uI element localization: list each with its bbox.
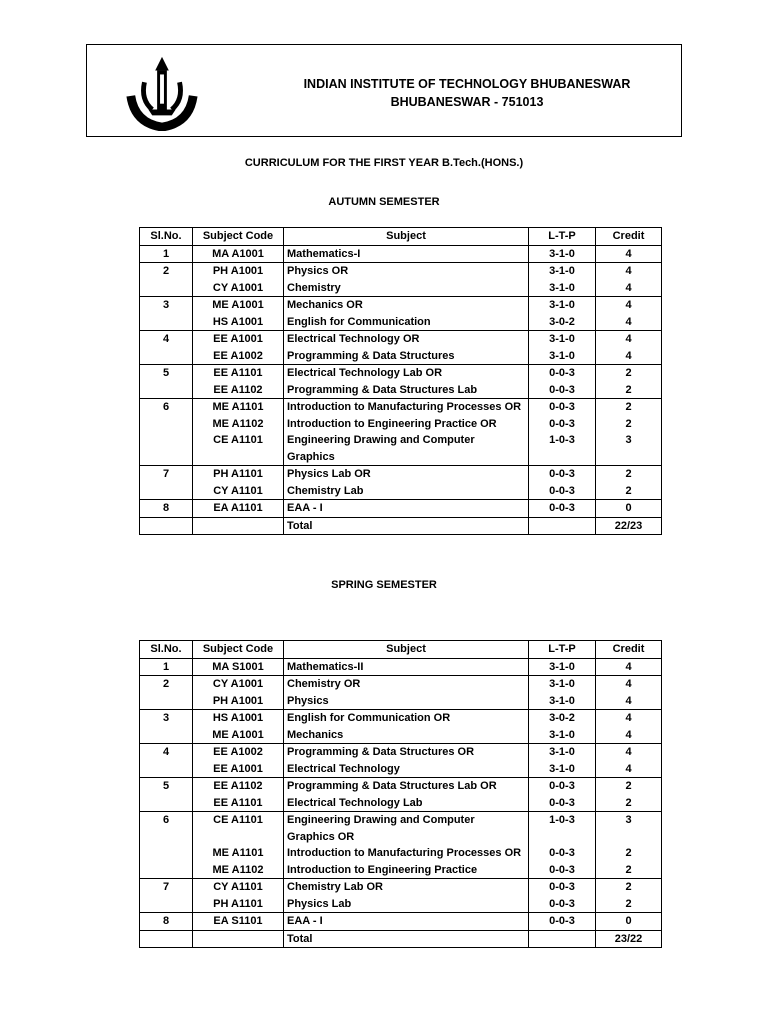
ltp-cell: 0-0-3 xyxy=(529,365,596,382)
serial-number-cell: 8 xyxy=(140,500,193,518)
subject-cell: Programming & Data Structures Lab xyxy=(284,382,529,399)
subject-code-cell: MA S1001 xyxy=(193,658,284,676)
serial-number-cell: 3 xyxy=(140,297,193,314)
ltp-cell: 3-0-2 xyxy=(529,314,596,331)
subject-code-cell: ME A1101 xyxy=(193,399,284,416)
subject-cell: Introduction to Manufacturing Processes OR xyxy=(284,845,529,862)
table-row xyxy=(140,466,662,483)
col-header-credit: Credit xyxy=(596,228,662,246)
subject-cell: Electrical Technology Lab OR xyxy=(284,365,529,382)
table-row xyxy=(140,483,662,500)
total-empty-cell xyxy=(140,517,193,535)
ltp-cell: 3-1-0 xyxy=(529,263,596,280)
total-label: Total xyxy=(284,930,529,948)
institute-address: BHUBANESWAR - 751013 xyxy=(390,95,544,109)
ltp-cell: 0-0-3 xyxy=(529,913,596,931)
table-row xyxy=(140,263,662,280)
credit-cell: 4 xyxy=(596,658,662,676)
ltp-cell: 0-0-3 xyxy=(529,795,596,812)
serial-number-cell xyxy=(140,845,193,862)
table-row xyxy=(140,416,662,433)
serial-number-cell xyxy=(140,432,193,466)
total-credit: 23/22 xyxy=(596,930,662,948)
credit-cell: 4 xyxy=(596,280,662,297)
table-row xyxy=(140,331,662,348)
subject-code-cell: PH A1101 xyxy=(193,466,284,483)
col-header-slno: Sl.No. xyxy=(140,641,193,659)
serial-number-cell: 6 xyxy=(140,399,193,416)
table-header-row xyxy=(140,641,662,659)
serial-number-cell: 3 xyxy=(140,710,193,727)
subject-code-cell: MA A1001 xyxy=(193,245,284,263)
ltp-cell: 3-1-0 xyxy=(529,693,596,710)
subject-cell: Electrical Technology OR xyxy=(284,331,529,348)
ltp-cell: 3-1-0 xyxy=(529,297,596,314)
serial-number-cell: 2 xyxy=(140,676,193,693)
spring-semester-title: SPRING SEMESTER xyxy=(331,579,437,591)
table-row xyxy=(140,761,662,778)
course-group xyxy=(140,710,662,744)
serial-number-cell xyxy=(140,896,193,913)
course-group xyxy=(140,676,662,710)
ltp-cell: 0-0-3 xyxy=(529,862,596,879)
serial-number-cell xyxy=(140,382,193,399)
table-row xyxy=(140,744,662,761)
table-row xyxy=(140,280,662,297)
credit-cell: 2 xyxy=(596,399,662,416)
table-row xyxy=(140,314,662,331)
table-row xyxy=(140,245,662,263)
credit-cell: 2 xyxy=(596,896,662,913)
credit-cell: 4 xyxy=(596,263,662,280)
credit-cell: 2 xyxy=(596,778,662,795)
table-row xyxy=(140,862,662,879)
ltp-cell: 3-1-0 xyxy=(529,331,596,348)
credit-cell: 4 xyxy=(596,331,662,348)
subject-code-cell: CY A1001 xyxy=(193,280,284,297)
table-header-row xyxy=(140,228,662,246)
credit-cell: 3 xyxy=(596,432,662,466)
serial-number-cell xyxy=(140,795,193,812)
subject-cell: English for Communication OR xyxy=(284,710,529,727)
ltp-cell: 3-1-0 xyxy=(529,744,596,761)
ltp-cell: 0-0-3 xyxy=(529,845,596,862)
course-group xyxy=(140,879,662,913)
credit-cell: 2 xyxy=(596,845,662,862)
subject-code-cell: EE A1002 xyxy=(193,348,284,365)
table-row xyxy=(140,676,662,693)
institute-name: INDIAN INSTITUTE OF TECHNOLOGY BHUBANESWAR xyxy=(303,77,631,91)
credit-cell: 2 xyxy=(596,483,662,500)
serial-number-cell xyxy=(140,761,193,778)
serial-number-cell: 7 xyxy=(140,879,193,896)
subject-code-cell: EE A1001 xyxy=(193,331,284,348)
col-header-subject: Subject xyxy=(284,228,529,246)
table-row xyxy=(140,500,662,518)
subject-cell: Physics xyxy=(284,693,529,710)
subject-code-cell: PH A1101 xyxy=(193,896,284,913)
table-row xyxy=(140,693,662,710)
table-row xyxy=(140,896,662,913)
course-group xyxy=(140,399,662,466)
subject-code-cell: EE A1101 xyxy=(193,795,284,812)
subject-cell: EAA - I xyxy=(284,913,529,931)
subject-code-cell: HS A1001 xyxy=(193,710,284,727)
ltp-cell: 3-1-0 xyxy=(529,348,596,365)
table-row xyxy=(140,727,662,744)
ltp-cell: 0-0-3 xyxy=(529,778,596,795)
col-header-ltp: L-T-P xyxy=(529,228,596,246)
course-group xyxy=(140,913,662,931)
total-group xyxy=(140,930,662,948)
ltp-cell: 0-0-3 xyxy=(529,879,596,896)
credit-cell: 2 xyxy=(596,382,662,399)
course-group xyxy=(140,466,662,500)
serial-number-cell xyxy=(140,348,193,365)
table-row xyxy=(140,778,662,795)
total-row xyxy=(140,517,662,535)
table-row xyxy=(140,399,662,416)
serial-number-cell xyxy=(140,314,193,331)
credit-cell: 4 xyxy=(596,314,662,331)
total-empty-cell xyxy=(529,517,596,535)
subject-code-cell: CY A1101 xyxy=(193,879,284,896)
serial-number-cell xyxy=(140,862,193,879)
table-row xyxy=(140,365,662,382)
ltp-cell: 3-1-0 xyxy=(529,245,596,263)
col-header-subject: Subject xyxy=(284,641,529,659)
subject-code-cell: EE A1002 xyxy=(193,744,284,761)
credit-cell: 2 xyxy=(596,416,662,433)
total-empty-cell xyxy=(193,930,284,948)
ltp-cell: 1-0-3 xyxy=(529,812,596,846)
credit-cell: 4 xyxy=(596,744,662,761)
subject-cell: Electrical Technology Lab xyxy=(284,795,529,812)
subject-cell: Mechanics xyxy=(284,727,529,744)
subject-cell: Introduction to Engineering Practice OR xyxy=(284,416,529,433)
subject-code-cell: CY A1001 xyxy=(193,676,284,693)
ltp-cell: 3-1-0 xyxy=(529,676,596,693)
autumn-semester-title: AUTUMN SEMESTER xyxy=(328,196,440,208)
subject-cell: Programming & Data Structures OR xyxy=(284,744,529,761)
serial-number-cell: 4 xyxy=(140,744,193,761)
subject-code-cell: ME A1102 xyxy=(193,862,284,879)
serial-number-cell: 1 xyxy=(140,245,193,263)
institute-title xyxy=(287,75,647,111)
subject-code-cell: CE A1101 xyxy=(193,812,284,846)
ltp-cell: 0-0-3 xyxy=(529,466,596,483)
subject-code-cell: ME A1001 xyxy=(193,297,284,314)
ltp-cell: 0-0-3 xyxy=(529,500,596,518)
institute-logo-icon xyxy=(123,53,201,131)
course-group xyxy=(140,245,662,263)
subject-cell: Chemistry OR xyxy=(284,676,529,693)
ltp-cell: 3-1-0 xyxy=(529,280,596,297)
subject-cell: Mathematics-I xyxy=(284,245,529,263)
total-label: Total xyxy=(284,517,529,535)
total-empty-cell xyxy=(529,930,596,948)
serial-number-cell xyxy=(140,416,193,433)
ltp-cell: 0-0-3 xyxy=(529,483,596,500)
spring-course-table xyxy=(139,640,662,948)
subject-code-cell: ME A1102 xyxy=(193,416,284,433)
autumn-course-table xyxy=(139,227,662,535)
subject-cell: Introduction to Engineering Practice xyxy=(284,862,529,879)
ltp-cell: 3-1-0 xyxy=(529,658,596,676)
credit-cell: 4 xyxy=(596,710,662,727)
subject-code-cell: EA S1101 xyxy=(193,913,284,931)
total-empty-cell xyxy=(140,930,193,948)
subject-code-cell: PH A1001 xyxy=(193,693,284,710)
ltp-cell: 3-1-0 xyxy=(529,727,596,744)
serial-number-cell: 7 xyxy=(140,466,193,483)
ltp-cell: 0-0-3 xyxy=(529,382,596,399)
subject-cell: EAA - I xyxy=(284,500,529,518)
col-header-slno: Sl.No. xyxy=(140,228,193,246)
serial-number-cell: 2 xyxy=(140,263,193,280)
serial-number-cell: 6 xyxy=(140,812,193,846)
subject-cell: Programming & Data Structures Lab OR xyxy=(284,778,529,795)
subject-cell: Engineering Drawing and Computer Graphics xyxy=(284,432,529,466)
credit-cell: 2 xyxy=(596,795,662,812)
table-row xyxy=(140,845,662,862)
credit-cell: 3 xyxy=(596,812,662,846)
subject-cell: English for Communication xyxy=(284,314,529,331)
subject-code-cell: EE A1102 xyxy=(193,382,284,399)
subject-cell: Introduction to Manufacturing Processes OR xyxy=(284,399,529,416)
subject-cell: Chemistry Lab xyxy=(284,483,529,500)
course-group xyxy=(140,658,662,676)
col-header-ltp: L-T-P xyxy=(529,641,596,659)
serial-number-cell xyxy=(140,483,193,500)
table-row xyxy=(140,432,662,466)
credit-cell: 4 xyxy=(596,297,662,314)
subject-code-cell: ME A1001 xyxy=(193,727,284,744)
table-row xyxy=(140,348,662,365)
ltp-cell: 0-0-3 xyxy=(529,399,596,416)
subject-cell: Engineering Drawing and Computer Graphics OR xyxy=(284,812,529,846)
institute-header xyxy=(86,44,682,137)
table-row xyxy=(140,795,662,812)
table-row xyxy=(140,382,662,399)
course-group xyxy=(140,297,662,331)
course-group xyxy=(140,365,662,399)
subject-code-cell: EE A1001 xyxy=(193,761,284,778)
ltp-cell: 3-0-2 xyxy=(529,710,596,727)
course-group xyxy=(140,263,662,297)
table-row xyxy=(140,658,662,676)
serial-number-cell xyxy=(140,727,193,744)
serial-number-cell: 4 xyxy=(140,331,193,348)
credit-cell: 0 xyxy=(596,913,662,931)
total-group xyxy=(140,517,662,535)
credit-cell: 4 xyxy=(596,761,662,778)
subject-cell: Physics Lab OR xyxy=(284,466,529,483)
table-row xyxy=(140,879,662,896)
subject-code-cell: HS A1001 xyxy=(193,314,284,331)
credit-cell: 4 xyxy=(596,693,662,710)
table-row xyxy=(140,297,662,314)
subject-cell: Mechanics OR xyxy=(284,297,529,314)
col-header-subject-code: Subject Code xyxy=(193,228,284,246)
subject-cell: Chemistry xyxy=(284,280,529,297)
subject-code-cell: EE A1102 xyxy=(193,778,284,795)
ltp-cell: 3-1-0 xyxy=(529,761,596,778)
subject-cell: Programming & Data Structures xyxy=(284,348,529,365)
total-credit: 22/23 xyxy=(596,517,662,535)
curriculum-title: CURRICULUM FOR THE FIRST YEAR B.Tech.(HONS.) xyxy=(244,157,524,169)
subject-code-cell: ME A1101 xyxy=(193,845,284,862)
credit-cell: 2 xyxy=(596,365,662,382)
serial-number-cell: 5 xyxy=(140,365,193,382)
subject-cell: Physics OR xyxy=(284,263,529,280)
credit-cell: 2 xyxy=(596,862,662,879)
ltp-cell: 0-0-3 xyxy=(529,896,596,913)
credit-cell: 4 xyxy=(596,348,662,365)
serial-number-cell: 5 xyxy=(140,778,193,795)
credit-cell: 4 xyxy=(596,727,662,744)
table-row xyxy=(140,812,662,846)
subject-cell: Chemistry Lab OR xyxy=(284,879,529,896)
subject-cell: Physics Lab xyxy=(284,896,529,913)
course-group xyxy=(140,331,662,365)
subject-cell: Electrical Technology xyxy=(284,761,529,778)
serial-number-cell: 1 xyxy=(140,658,193,676)
course-group xyxy=(140,500,662,518)
subject-code-cell: PH A1001 xyxy=(193,263,284,280)
ltp-cell: 1-0-3 xyxy=(529,432,596,466)
subject-code-cell: CE A1101 xyxy=(193,432,284,466)
credit-cell: 0 xyxy=(596,500,662,518)
credit-cell: 2 xyxy=(596,879,662,896)
table-row xyxy=(140,710,662,727)
course-group xyxy=(140,744,662,778)
col-header-credit: Credit xyxy=(596,641,662,659)
serial-number-cell xyxy=(140,280,193,297)
total-empty-cell xyxy=(193,517,284,535)
subject-code-cell: CY A1101 xyxy=(193,483,284,500)
subject-code-cell: EE A1101 xyxy=(193,365,284,382)
serial-number-cell xyxy=(140,693,193,710)
table-row xyxy=(140,913,662,931)
credit-cell: 4 xyxy=(596,245,662,263)
serial-number-cell: 8 xyxy=(140,913,193,931)
course-group xyxy=(140,812,662,879)
course-group xyxy=(140,778,662,812)
subject-cell: Mathematics-II xyxy=(284,658,529,676)
ltp-cell: 0-0-3 xyxy=(529,416,596,433)
total-row xyxy=(140,930,662,948)
credit-cell: 4 xyxy=(596,676,662,693)
subject-code-cell: EA A1101 xyxy=(193,500,284,518)
credit-cell: 2 xyxy=(596,466,662,483)
col-header-subject-code: Subject Code xyxy=(193,641,284,659)
